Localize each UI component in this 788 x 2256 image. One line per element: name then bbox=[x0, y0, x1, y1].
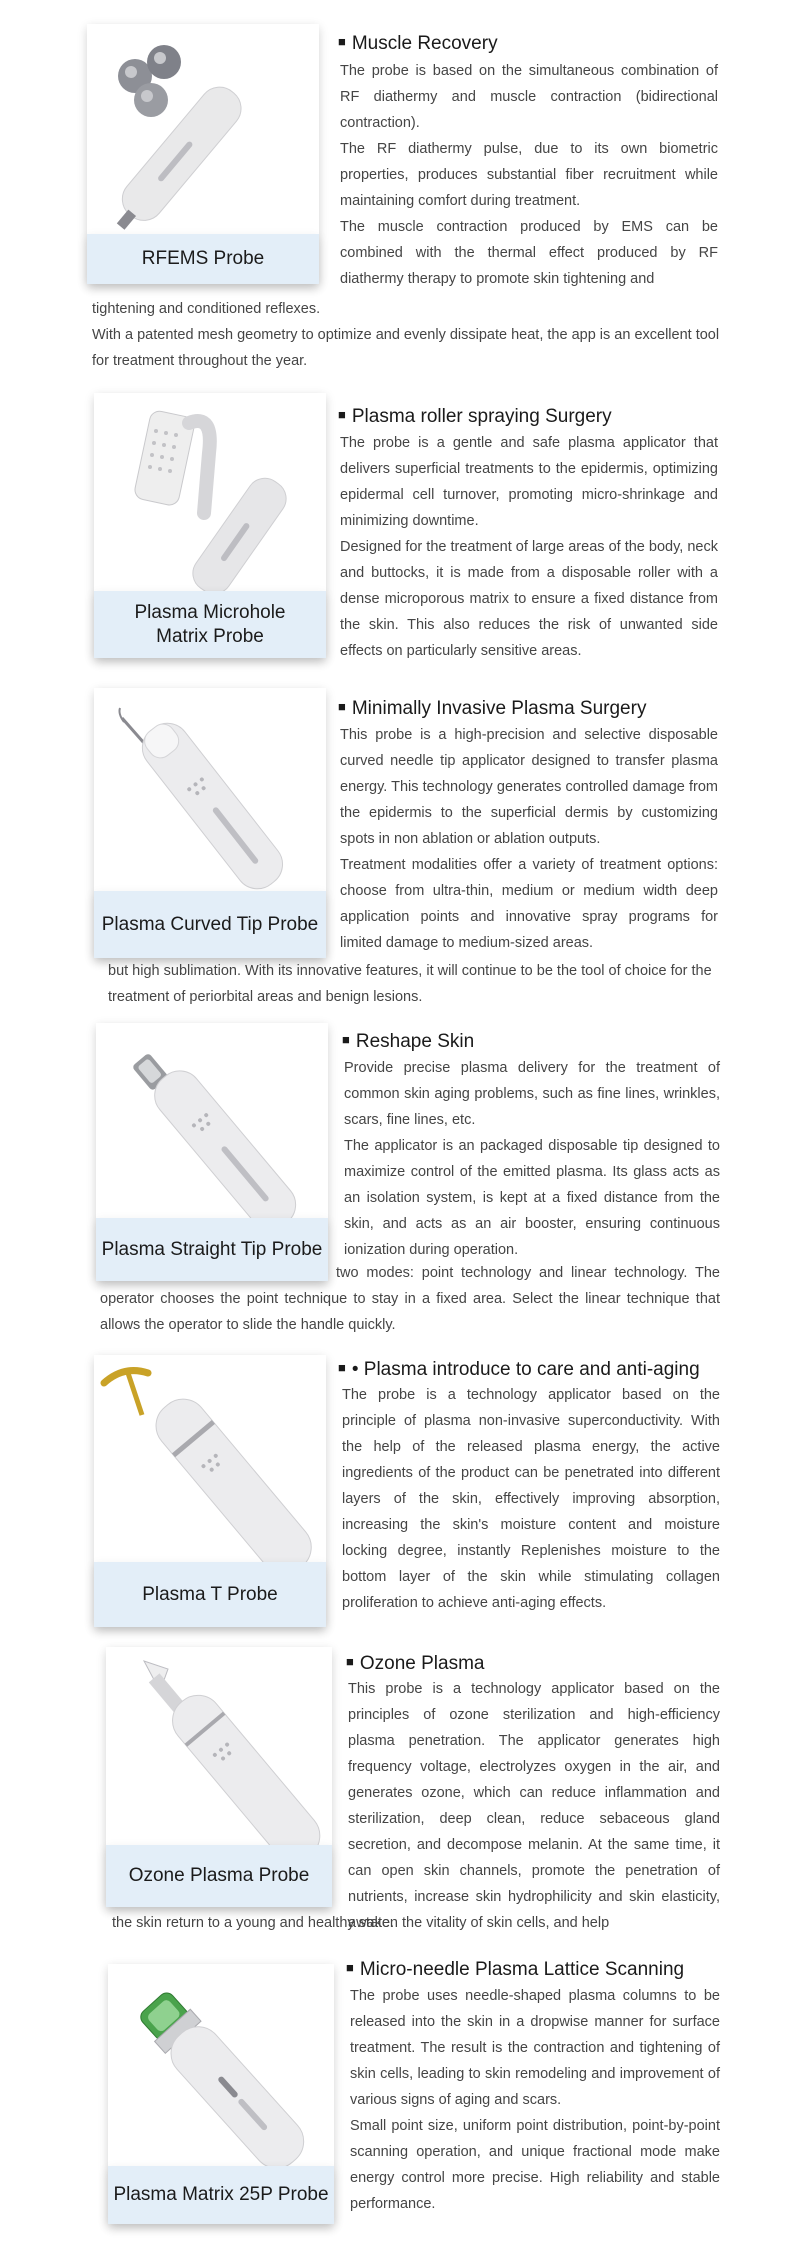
section-continuation bbox=[92, 296, 720, 374]
section-body bbox=[340, 722, 718, 956]
probe-caption: Plasma Straight Tip Probe bbox=[96, 1218, 328, 1281]
section-t-probe bbox=[0, 1352, 788, 1642]
section-microhole-matrix bbox=[0, 388, 788, 678]
bullet-icon: ■ bbox=[342, 1032, 350, 1047]
product-card bbox=[108, 1964, 334, 2224]
body-paragraph: The probe is a gentle and safe plasma applicator that delivers superficial treatments to the epidermis, optimizing epidermal cell turnover, promoting micro-shrinkage and minimizing downtime. bbox=[340, 435, 718, 529]
section-matrix-25p bbox=[0, 1956, 788, 2256]
section-body bbox=[350, 1983, 720, 2217]
bullet-icon: ■ bbox=[346, 1960, 354, 1975]
continuation-line: tightening and conditioned reflexes. bbox=[92, 301, 321, 317]
heading-text: Ozone Plasma bbox=[359, 1653, 485, 1674]
product-card bbox=[94, 393, 326, 658]
product-card bbox=[96, 1023, 328, 1281]
body-paragraph: Treatment modalities offer a variety of treatment options: choose from ultra-thin, medium or medium width deep application points and innovative spray programs for limited damage to medium-sized areas. bbox=[340, 857, 718, 951]
probe-caption: Plasma Microhole Matrix Probe bbox=[94, 591, 326, 658]
section-heading bbox=[338, 30, 738, 56]
body-paragraph: The probe is based on the simultaneous combination of RF diathermy and muscle contraction (bidirectional contraction). bbox=[340, 63, 718, 131]
section-heading bbox=[346, 1956, 746, 1982]
body-paragraph: The probe uses needle-shaped plasma columns to be released into the skin in a dropwise manner for surface treatment. The result is the contraction and tightening of skin cells, leading to skin remodeling and improvement of various signs of aging and scars. bbox=[350, 1988, 720, 2108]
ozone-probe-image bbox=[106, 1647, 332, 1845]
section-body bbox=[340, 58, 718, 292]
body-paragraph: The RF diathermy pulse, due to its own biometric properties, produces substantial fiber recruitment while maintaining comfort during treatment. bbox=[340, 141, 718, 209]
curved-tip-probe-image bbox=[94, 688, 326, 891]
body-paragraph: This probe is a technology applicator based on the principles of ozone sterilization and high-efficiency plasma penetration. The applicator generates high frequency voltage, electrolyzes oxygen in the air, and generates ozone, which can reduce inflammation and sterilization, deep clean, reduce sebaceous gland secretion, and decompose melanin. At the same time, it can open skin channels, promote the penetration of nutrients, increase skin hydrophilicity and skin elasticity, awaken the vitality of skin cells, and help bbox=[348, 1681, 720, 1931]
product-card bbox=[94, 1355, 326, 1627]
probe-caption: Plasma Matrix 25P Probe bbox=[108, 2166, 334, 2224]
product-card bbox=[106, 1647, 332, 1907]
heading-text: • Plasma introduce to care and anti-aging bbox=[351, 1359, 700, 1380]
heading-text: Plasma roller spraying Surgery bbox=[351, 406, 612, 427]
bullet-icon: ■ bbox=[338, 1360, 346, 1375]
body-paragraph: Designed for the treatment of large areas of the body, neck and buttocks, it is made from a disposable roller with a dense microporous matrix to ensure a fixed distance from the skin. This also reduces the risk of unwanted side effects on particularly sensitive areas. bbox=[340, 539, 718, 659]
section-straight-tip bbox=[0, 1020, 788, 1350]
section-heading bbox=[346, 1650, 746, 1676]
section-body bbox=[340, 430, 718, 664]
probe-caption: RFEMS Probe bbox=[87, 234, 319, 284]
section-ozone bbox=[0, 1645, 788, 1945]
body-paragraph: The probe is a technology applicator based on the principle of plasma non-invasive superconductivity. With the help of the released plasma energy, the active ingredients of the product can be penetrated into different layers of the skin, effectively improving absorption, increasing the skin's moisture content and moisture locking degree, instantly Replenishes moisture to the bottom layer of the skin while stimulating collagen proliferation to achieve anti-aging effects. bbox=[342, 1387, 720, 1611]
product-card bbox=[94, 688, 326, 958]
section-heading bbox=[338, 1356, 758, 1382]
heading-text: Reshape Skin bbox=[355, 1031, 475, 1052]
section-body bbox=[348, 1676, 720, 1936]
heading-text: Minimally Invasive Plasma Surgery bbox=[351, 698, 647, 719]
bullet-icon: ■ bbox=[338, 699, 346, 714]
probe-caption: Plasma T Probe bbox=[94, 1562, 326, 1627]
bullet-icon: ■ bbox=[346, 1654, 354, 1669]
section-heading bbox=[338, 403, 738, 429]
probe-caption: Plasma Curved Tip Probe bbox=[94, 891, 326, 958]
body-paragraph: This probe is a high-precision and selective disposable curved needle tip applicator designed to transfer plasma energy. This technology generates controlled damage from the epidermis to the superficial dermis by customizing spots in non ablation or ablation outputs. bbox=[340, 727, 718, 847]
microhole-matrix-probe-image bbox=[94, 393, 326, 591]
straight-tip-probe-image bbox=[96, 1023, 328, 1218]
section-continuation bbox=[108, 958, 720, 1010]
bullet-icon: ■ bbox=[338, 407, 346, 422]
body-paragraph: Small point size, uniform point distribution, point-by-point scanning operation, and unique fractional mode make energy control more precise. High reliability and stable performance. bbox=[350, 2118, 720, 2212]
rfems-probe-image bbox=[87, 24, 319, 234]
product-card bbox=[87, 24, 319, 284]
section-heading bbox=[338, 695, 738, 721]
matrix-25p-probe-image bbox=[108, 1964, 334, 2166]
heading-text: Muscle Recovery bbox=[351, 33, 498, 54]
probe-caption: Ozone Plasma Probe bbox=[106, 1845, 332, 1907]
heading-text: Micro-needle Plasma Lattice Scanning bbox=[359, 1959, 685, 1980]
section-curved-tip bbox=[0, 685, 788, 1015]
continuation-line: but high sublimation. With its innovative features, it will continue to be the tool of choice for the treatment of periorbital areas and benign lesions. bbox=[108, 963, 712, 1005]
t-probe-image bbox=[94, 1355, 326, 1562]
section-rfems bbox=[0, 0, 788, 390]
body-paragraph: The applicator is an packaged disposable tip designed to maximize control of the emitted plasma. Its glass acts as an isolation system, is kept at a fixed distance from the skin, and acts as an air booster, ensuring continuous ionization during operation. bbox=[344, 1138, 720, 1258]
continuation-line: the skin return to a young and healthy state. bbox=[112, 1915, 395, 1931]
continuation-line: two modes: point technology and linear technology. The operator chooses the point technique to stay in a fixed area. Select the linear technique that allows the operator to slide the handle quickly. bbox=[100, 1265, 720, 1333]
section-body bbox=[342, 1382, 720, 1616]
section-continuation bbox=[112, 1910, 712, 1936]
continuation-line: With a patented mesh geometry to optimize and evenly dissipate heat, the app is an excellent tool for treatment throughout the year. bbox=[92, 327, 720, 369]
body-paragraph: The muscle contraction produced by EMS can be combined with the thermal effect produced by RF diathermy therapy to promote skin tightening and bbox=[340, 219, 718, 287]
section-heading bbox=[342, 1028, 742, 1054]
bullet-icon: ■ bbox=[338, 34, 346, 49]
section-body bbox=[344, 1055, 720, 1263]
body-paragraph: Provide precise plasma delivery for the treatment of common skin aging problems, such as fine lines, wrinkles, scars, fine lines, etc. bbox=[344, 1060, 720, 1128]
section-continuation bbox=[100, 1260, 720, 1338]
